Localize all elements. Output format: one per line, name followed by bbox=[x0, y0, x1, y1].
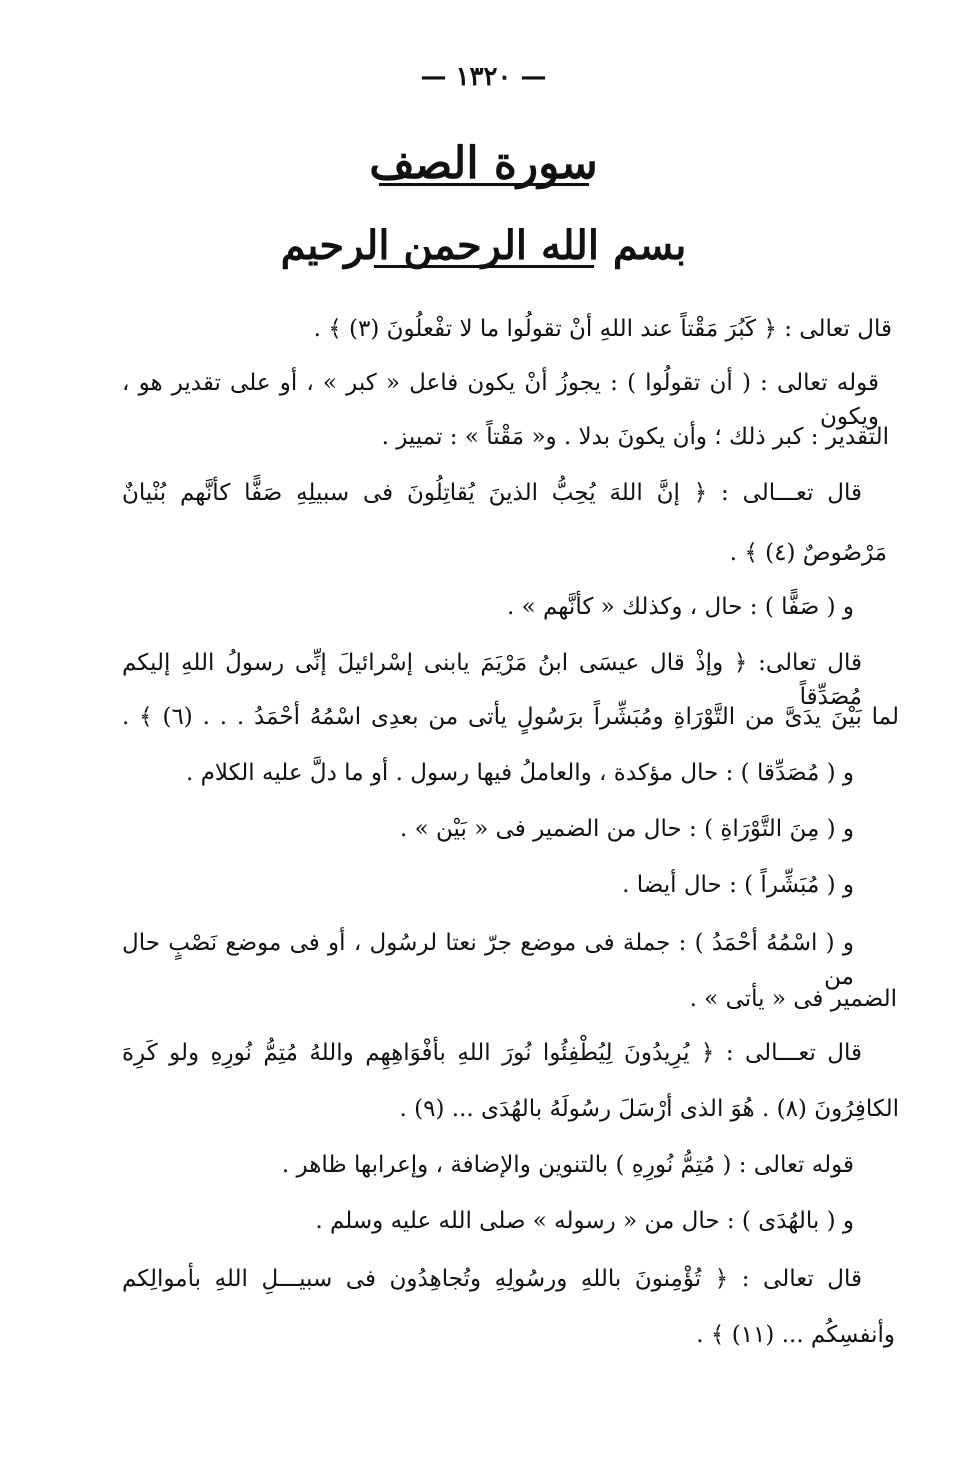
text-line: و ( اسْمُهُ أحْمَدُ ) : جملة فى موضع جرّ نعتا لرسُول ، أو فى موضع نَصْبٍ حال من bbox=[122, 930, 854, 990]
text-line: و ( صَفًّا ) : حال ، وكذلك « كأنَّهم » . bbox=[507, 594, 854, 620]
text-line: قوله تعالى : ( أن تقولُوا ) : يجوزُ أنْ يكون فاعل « كبر » ، أو على تقدير هو ، ويكون bbox=[122, 370, 879, 430]
surah-title-text: سورة الصف bbox=[369, 138, 598, 189]
text-line: و ( مُصَدِّقا ) : حال مؤكدة ، والعاملُ فيها رسول . أو ما دلَّ عليه الكلام . bbox=[186, 760, 854, 786]
surah-title bbox=[0, 138, 967, 189]
text-line: الكافِرُونَ (٨) . هُوَ الذى أرْسَلَ رسُولَهُ بالهُدَى ... (٩) . bbox=[399, 1096, 899, 1122]
text-line: قال تعالى: ﴿ وإذْ قال عيسَى ابنُ مَرْيَمَ يابنى إسْرائيلَ إنِّى رسولُ اللهِ إليكم مُصَدِّقاً bbox=[122, 650, 862, 710]
text-line: قال تعـــالى : ﴿ يُرِيدُونَ لِيُطْفِئُوا نُورَ اللهِ بأفْوَاهِهِم واللهُ مُتِمُّ نُورِهِ ولو كَرِهَ bbox=[122, 1040, 862, 1066]
text-line: التقدير : كبر ذلك ؛ وأن يكونَ بدلا . و« مَقْتاً » : تمييز . bbox=[381, 424, 889, 450]
text-line: مَرْصُوصٌ (٤) ﴾ . bbox=[729, 540, 887, 566]
text-line: و ( مُبَشِّراً ) : حال أيضا . bbox=[622, 872, 854, 898]
page-number: — ١٣٢٠ — bbox=[420, 62, 547, 92]
basmala bbox=[0, 222, 967, 268]
basmala-text: بسم الله الرحمن الرحيم bbox=[280, 222, 687, 269]
text-line: قوله تعالى : ( مُتِمُّ نُورِهِ ) بالتنوين والإضافة ، وإعرابها ظاهر . bbox=[281, 1152, 854, 1178]
text-line: و ( مِنَ التَّوْرَاةِ ) : حال من الضمير فى « بَيْن » . bbox=[400, 816, 854, 842]
text-line: وأنفسِكُم ... (١١) ﴾ . bbox=[696, 1322, 895, 1348]
text-line: لما بَيْنَ يدَىَّ من التَّوْرَاةِ ومُبَشِّراً برَسُولٍ يأتى من بعدِى اسْمُهُ أحْمَدُ . . . (٦) ﴾ . bbox=[122, 704, 899, 730]
text-line: الضمير فى « يأتى » . bbox=[689, 986, 897, 1012]
text-line: و ( بالهُدَى ) : حال من « رسوله » صلى الله عليه وسلم . bbox=[315, 1208, 854, 1234]
text-line: قال تعـــالى : ﴿ إنَّ اللهَ يُحِبُّ الذينَ يُقاتِلُونَ فى سبيلِهِ صَفًّا كأنَّهم بُنْيانٌ bbox=[122, 480, 862, 506]
text-line: قال تعالى : ﴿ كَبُرَ مَقْتاً عند اللهِ أنْ تقولُوا ما لا تفْعلُونَ (٣) ﴾ . bbox=[313, 316, 892, 342]
text-line: قال تعالى : ﴿ تُؤْمِنونَ باللهِ ورسُولِهِ وتُجاهِدُون فى سبيـــلِ اللهِ بأموالِكم bbox=[122, 1266, 862, 1292]
